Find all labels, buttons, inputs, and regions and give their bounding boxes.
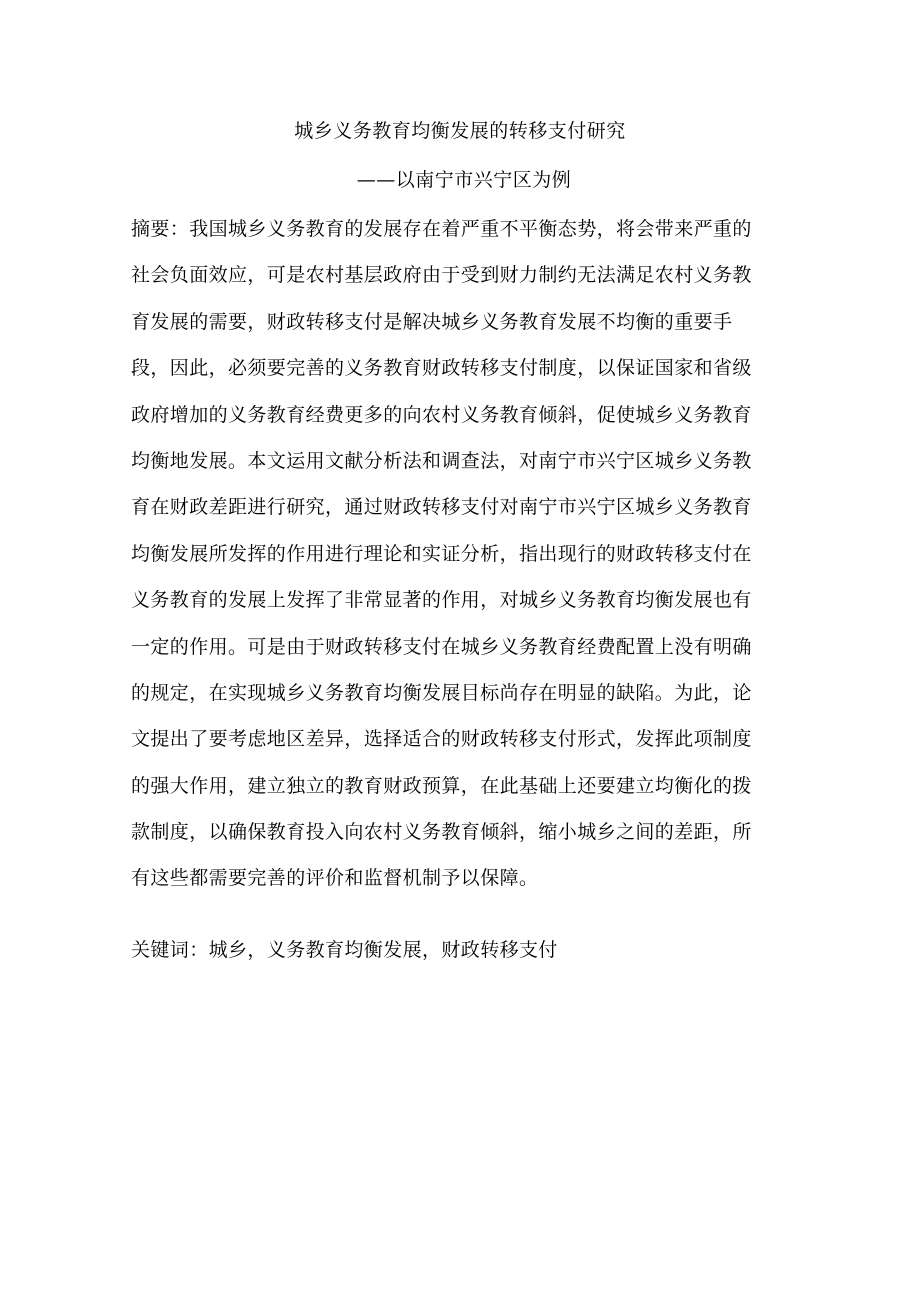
abstract-line: 均衡发展所发挥的作用进行理论和实证分析，指出现行的财政转移支付在 — [131, 542, 752, 565]
abstract-line: 社会负面效应，可是农村基层政府由于受到财力制约无法满足农村义务教 — [131, 264, 752, 287]
abstract-line: 一定的作用。可是由于财政转移支付在城乡义务教育经费配置上没有明确 — [131, 635, 752, 658]
abstract-line: 义务教育的发展上发挥了非常显著的作用，对城乡义务教育均衡发展也有 — [131, 589, 752, 612]
abstract-line: 文提出了要考虑地区差异，选择适合的财政转移支付形式，发挥此项制度 — [131, 728, 752, 751]
abstract-line: 段，因此，必须要完善的义务教育财政转移支付制度，以保证国家和省级 — [131, 357, 752, 380]
abstract-line: 的规定，在实现城乡义务教育均衡发展目标尚存在明显的缺陷。为此，论 — [131, 681, 752, 704]
abstract-line: 款制度，以确保教育投入向农村义务教育倾斜，缩小城乡之间的差距，所 — [131, 821, 752, 844]
abstract-line: 均衡地发展。本文运用文献分析法和调查法，对南宁市兴宁区城乡义务教 — [131, 449, 752, 472]
abstract-line: 政府增加的义务教育经费更多的向农村义务教育倾斜，促使城乡义务教育 — [131, 403, 752, 426]
document-subtitle: ——以南宁市兴宁区为例 — [356, 169, 572, 191]
abstract-line: 摘要：我国城乡义务教育的发展存在着严重不平衡态势，将会带来严重的 — [131, 218, 752, 240]
keywords-line: 关键词：城乡，义务教育均衡发展，财政转移支付 — [131, 939, 558, 961]
document-title: 城乡义务教育均衡发展的转移支付研究 — [294, 120, 626, 142]
abstract-line: 育发展的需要，财政转移支付是解决城乡义务教育发展不均衡的重要手 — [131, 310, 733, 333]
abstract-paragraph — [131, 206, 781, 902]
abstract-line: 有这些都需要完善的评价和监督机制予以保障。 — [131, 867, 539, 890]
abstract-line: 育在财政差距进行研究，通过财政转移支付对南宁市兴宁区城乡义务教育 — [131, 496, 752, 519]
abstract-line: 的强大作用，建立独立的教育财政预算，在此基础上还要建立均衡化的拨 — [131, 774, 752, 797]
